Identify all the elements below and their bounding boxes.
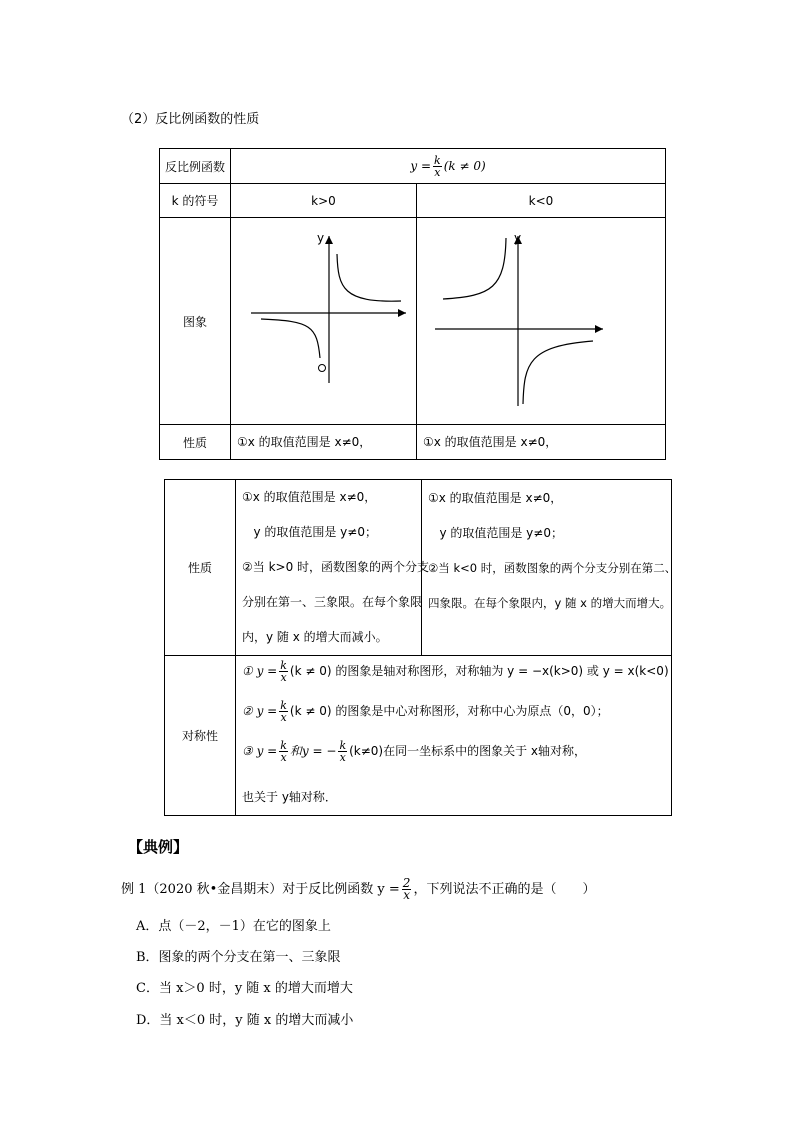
row-label-graph: 图象 (160, 218, 231, 425)
option-b: B．图象的两个分支在第一、三象限 (136, 950, 341, 965)
property-k-negative-detail: ①x 的取值范围是 x≠0， y 的取值范围是 y≠0； ②当 k<0 时，函数图象的两个分支分别在第二、 四象限。在每个象限内，y 随 x 的增大而增大。 (422, 480, 672, 656)
option-c: C．当 x＞0 时，y 随 x 的增大而增大 (136, 981, 353, 996)
option-d: D．当 x＜0 时，y 随 x 的增大而减小 (136, 1013, 354, 1028)
branch-quadrant-3 (261, 319, 320, 358)
x-axis-arrow (398, 309, 406, 317)
properties-table-1 (159, 148, 666, 460)
question-1: 例 1（2020 秋•金昌期末）对于反比例函数 y = $\frac{2}{x}$ ，下列说法不正确的是（ ） (121, 876, 596, 902)
origin-marker (319, 365, 326, 372)
row-label-property-2: 性质 (165, 480, 236, 656)
k-negative-header: k<0 (417, 184, 666, 218)
property-k-positive-detail: ①x 的取值范围是 x≠0， y 的取值范围是 y≠0； ②当 k>0 时，函数图象的两个分支 分别在第一、三象限。在每个象限 内，y 随 x 的增大而减小。 (236, 480, 422, 656)
hyperbola-k-positive (231, 218, 417, 424)
y-axis-label: y (317, 231, 325, 245)
symmetry-item-1: ① y = $\frac{k}{x}$ (k ≠ 0) 的图象是轴对称图形，对称轴为 y = −x(k>0) 或 y = x(k<0) (242, 659, 669, 684)
hyperbola-k-negative (417, 218, 666, 424)
symmetry-item-3: ③ y = $\frac{k}{x}$ 和y = − $\frac{k}{x}$ (k≠0)在同一坐标系中的图象关于 x轴对称， (242, 739, 587, 764)
property-k-positive: ①x 的取值范围是 x≠0， (231, 425, 417, 460)
graph-k-negative-cell (417, 218, 666, 425)
symmetry-item-4: 也关于 y轴对称． (242, 790, 337, 804)
function-formula: y = $\frac{k}{x}$ (k ≠ 0) (231, 149, 666, 184)
formula-fraction: $\frac{k}{x}$ (434, 153, 441, 179)
symmetry-item-2: ② y = $\frac{k}{x}$ (k ≠ 0) 的图象是中心对称图形，对称中心为原点（0，0）； (242, 699, 609, 724)
row-label-sign: k 的符号 (160, 184, 231, 218)
branch-quadrant-2 (443, 238, 506, 299)
symmetry-content (236, 656, 672, 816)
row-label-symmetry: 对称性 (165, 656, 236, 816)
origin-label: O (317, 362, 326, 375)
k-positive-header: k>0 (231, 184, 417, 218)
section-title: （2）反比例函数的性质 (121, 112, 260, 127)
property-k-negative: ①x 的取值范围是 x≠0， (417, 425, 666, 460)
x-axis-arrow (595, 325, 603, 333)
graph-k-positive-cell (231, 218, 417, 425)
row-label-property: 性质 (160, 425, 231, 460)
row-label-function: 反比例函数 (160, 149, 231, 184)
example-header: 【典例】 (128, 838, 189, 856)
branch-quadrant-4 (523, 341, 593, 404)
y-axis-label: y (514, 231, 522, 245)
branch-quadrant-1 (337, 254, 401, 301)
option-a: A．点（－2，－1）在它的图象上 (136, 919, 331, 934)
properties-table-2 (164, 479, 677, 816)
y-axis-arrow (325, 236, 333, 244)
